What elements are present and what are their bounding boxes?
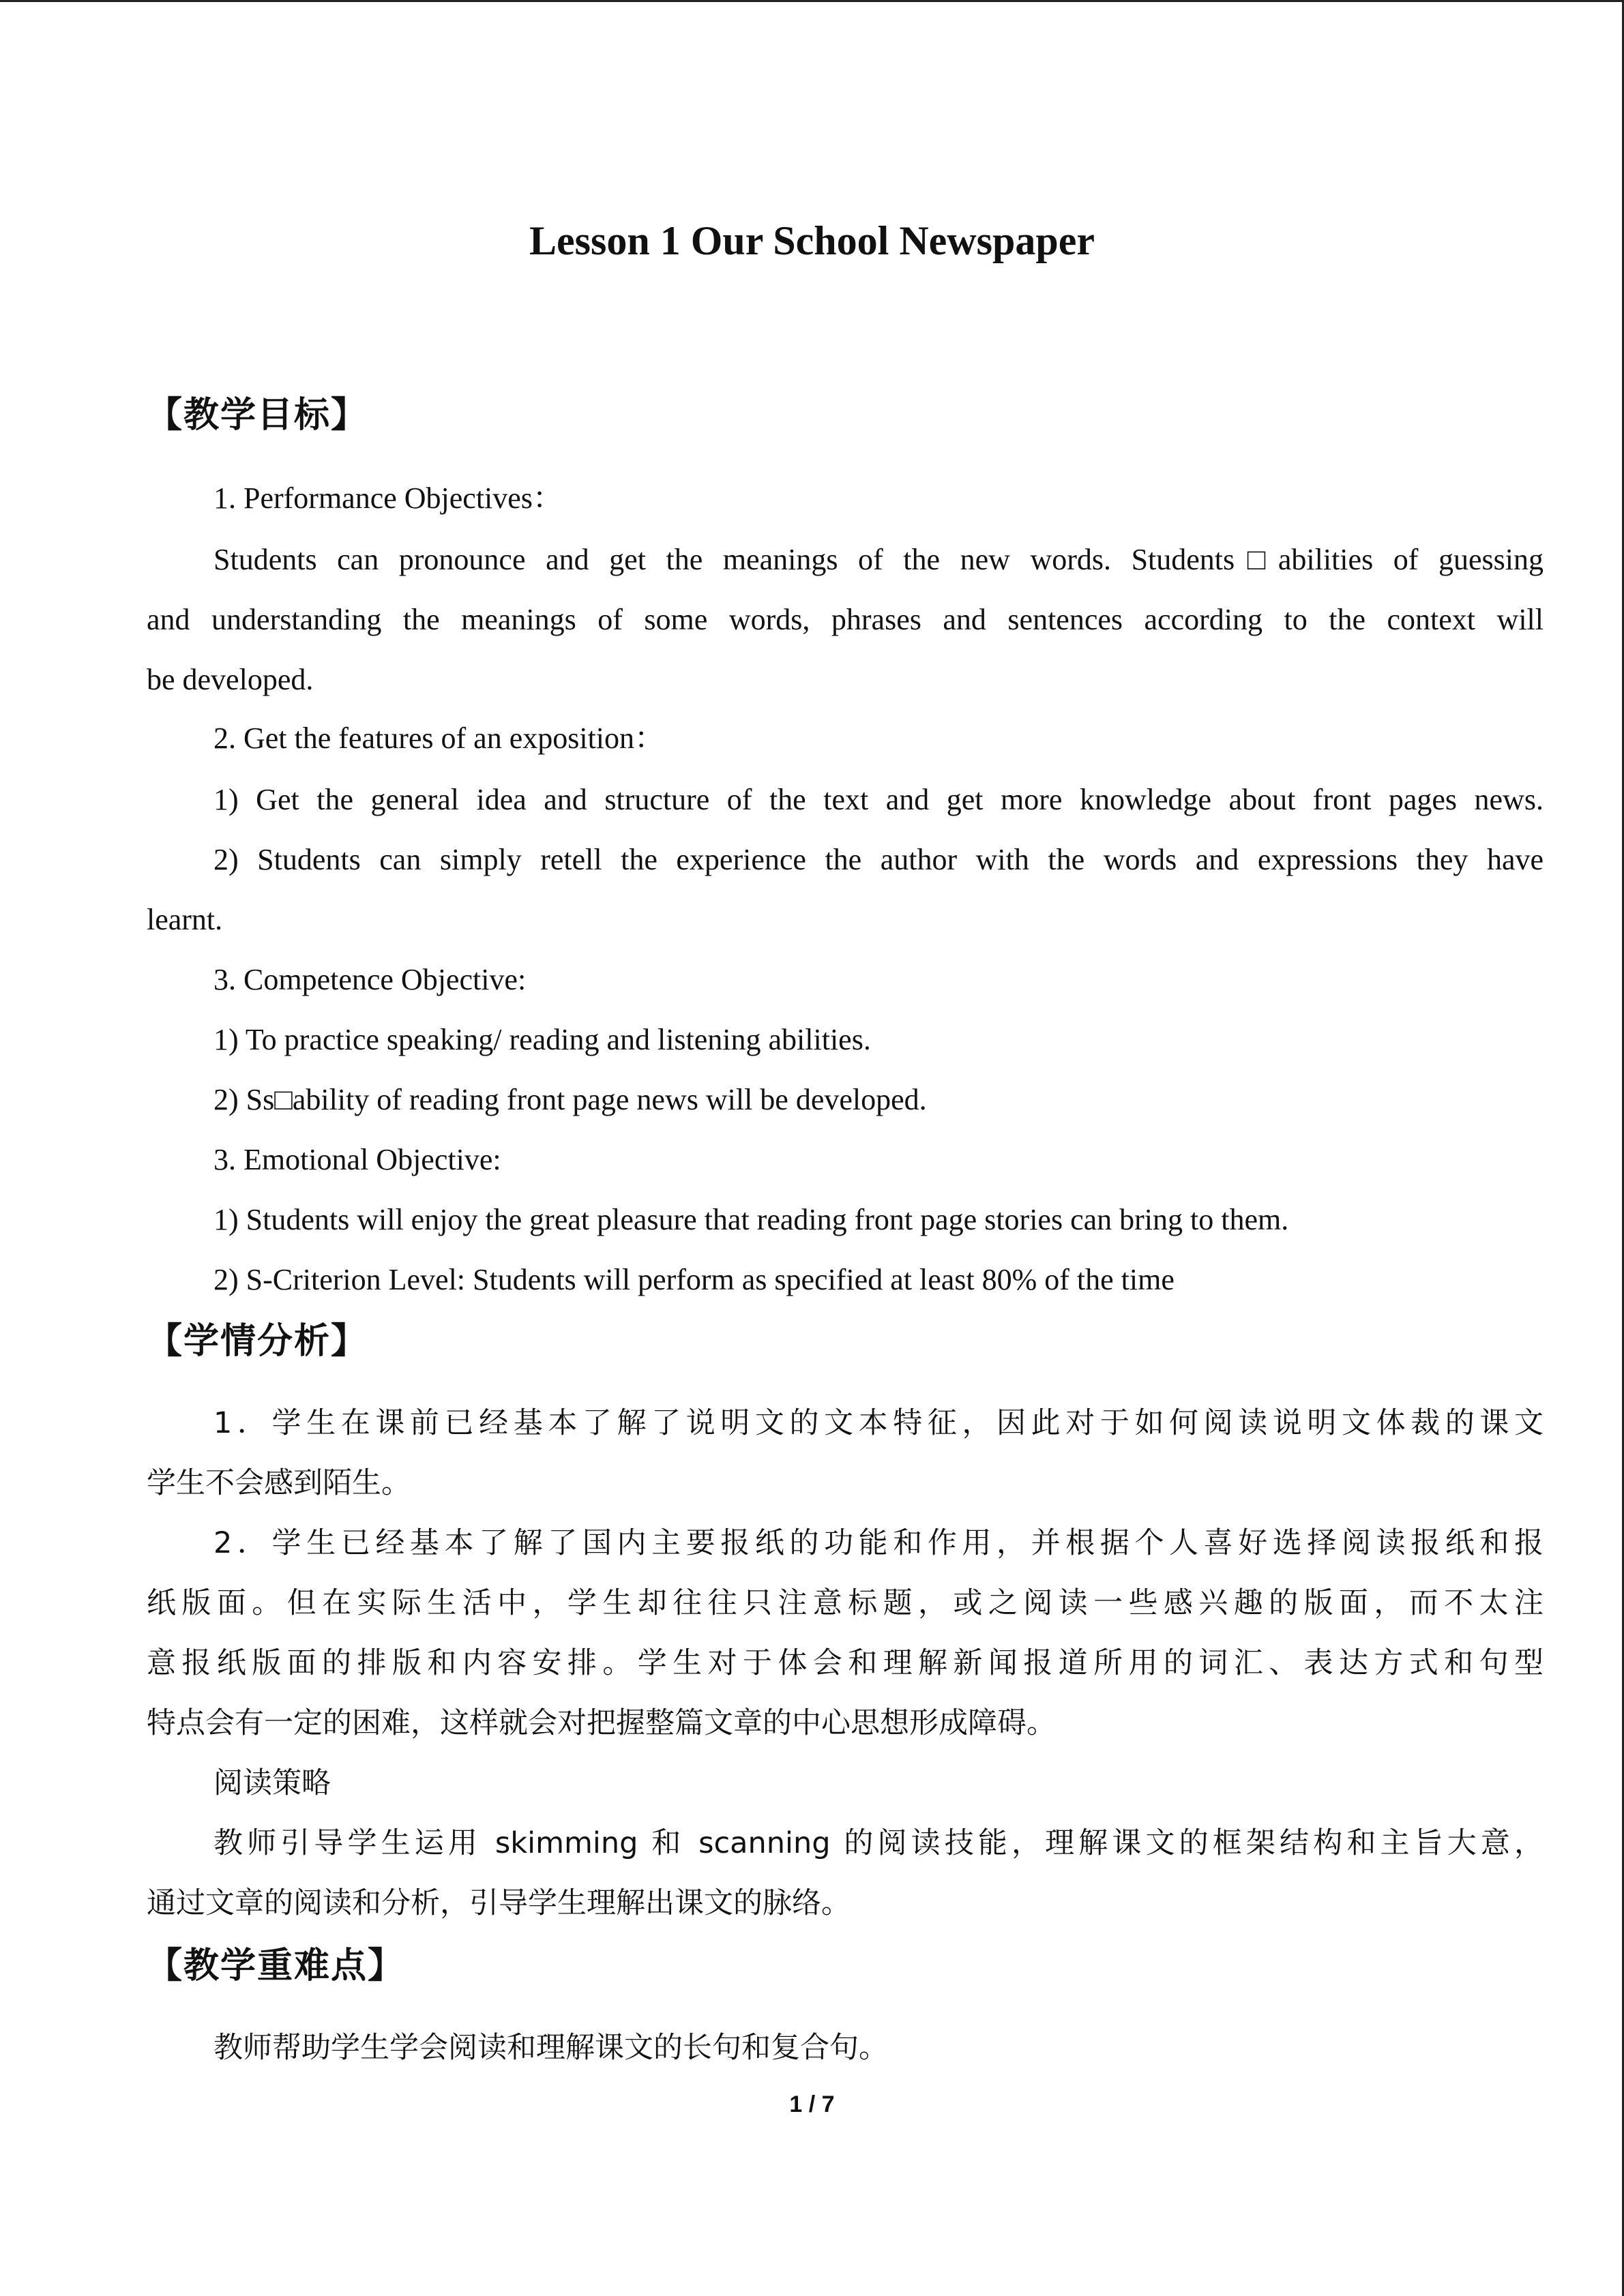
paragraph-line: 3. Competence Objective: (213, 963, 527, 996)
paragraph-line: 2．学生已经基本了解了国内主要报纸的功能和作用，并根据个人喜好选择阅读报纸和报 (213, 1526, 1544, 1560)
paragraph-line: learnt. (147, 903, 223, 936)
paragraph-line: 纸版面。但在实际生活中，学生却往往只注意标题，或之阅读一些感兴趣的版面，而不太注 (147, 1586, 1544, 1620)
paragraph-line: 阅读策略 (213, 1766, 331, 1800)
paragraph-line: 教师帮助学生学会阅读和理解课文的长句和复合句。 (213, 2031, 888, 2065)
paragraph-line: 3. Emotional Objective: (213, 1143, 501, 1176)
paragraph-line: 1) To practice speaking/ reading and listening abilities. (213, 1023, 871, 1056)
paragraph-line: 2) Students can simply retell the experience the author with the words and expressions they have (213, 843, 1544, 876)
paragraph-line: 2. Get the features of an exposition： (213, 721, 665, 755)
page-number: 1 / 7 (789, 2091, 835, 2117)
paragraph-line: be developed. (147, 663, 314, 696)
paragraph-line: 教师引导学生运用 skimming 和 scanning 的阅读技能，理解课文的框架结构和主旨大意， (213, 1826, 1544, 1860)
paragraph-line: 1．学生在课前已经基本了解了说明文的文本特征，因此对于如何阅读说明文体裁的课文 (213, 1406, 1544, 1440)
paragraph-line: and understanding the meanings of some words, phrases and sentences according to the context will (147, 603, 1544, 636)
paragraph-line: 意报纸版面的排版和内容安排。学生对于体会和理解新闻报道所用的词汇、表达方式和句型 (147, 1646, 1544, 1680)
paragraph-line: 1) Students will enjoy the great pleasure that reading front page stories can bring to them. (213, 1203, 1289, 1236)
paragraph-line: 学生不会感到陌生。 (147, 1466, 411, 1500)
paragraph-line: 2) Ss□ability of reading front page news will be developed. (213, 1083, 927, 1116)
paragraph-line: 1. Performance Objectives： (213, 481, 563, 515)
paragraph-line: Students can pronounce and get the meanings of the new words. Students□abilities of guessing (213, 543, 1544, 576)
section-heading-objectives: 【教学目标】 (147, 395, 368, 436)
paragraph-line: 1) Get the general idea and structure of the text and get more knowledge about front pages news. (213, 783, 1544, 816)
section-heading-analysis: 【学情分析】 (147, 1321, 368, 1362)
section-heading-key-points: 【教学重难点】 (147, 1945, 405, 1986)
paragraph-line: 2) S-Criterion Level: Students will perform as specified at least 80% of the time (213, 1263, 1175, 1296)
paragraph-line: 通过文章的阅读和分析，引导学生理解出课文的脉络。 (147, 1886, 851, 1920)
paragraph-line: 特点会有一定的困难，这样就会对把握整篇文章的中心思想形成障碍。 (147, 1706, 1056, 1740)
page-title: Lesson 1 Our School Newspaper (529, 218, 1095, 263)
